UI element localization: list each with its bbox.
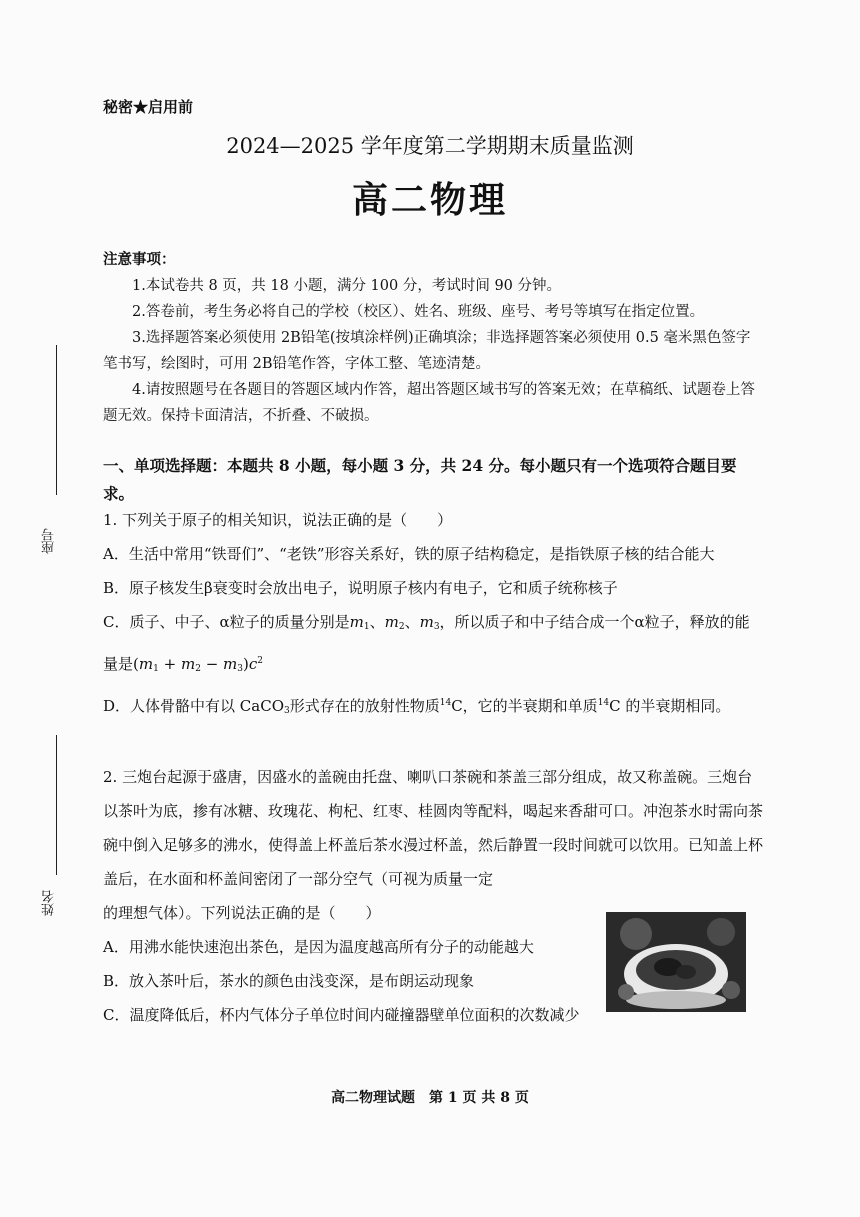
q2-stem-2: 的理想气体）。下列说法正确的是（ ） [103, 904, 381, 922]
notice-heading: 注意事项： [103, 251, 176, 268]
q1-option-b: B．原子核发生β衰变时会放出电子，说明原子核内有电子，它和质子统称核子 [103, 579, 618, 597]
section-title: 一、单项选择题：本题共 8 小题，每小题 3 分，共 24 分。每小题只有一个选项符合题目要求。 [103, 456, 737, 503]
subject-title: 高二物理 [351, 179, 508, 221]
margin-line-name [56, 735, 57, 875]
notice-item-3: 3.选择题答案必须使用 2B铅笔(按填涂样例)正确填涂；非选择题答案必须使用 0.5 毫米黑色签字笔书写，绘图时，可用 2B铅笔作答，字体工整、笔迹清楚。 [103, 330, 751, 372]
q2-option-a: A．用沸水能快速泡出茶色，是因为温度越高所有分子的动能越大 [103, 938, 534, 956]
secret-label: 秘密★启用前 [103, 98, 194, 116]
margin-line-seat [56, 345, 57, 495]
margin-name-label: 姓名 [42, 890, 57, 916]
q1-option-c-pre: C．质子、中子、α粒子的质量分别是 [103, 613, 350, 631]
notice-block [103, 247, 763, 429]
notice-item-1: 1.本试卷共 8 页，共 18 小题，满分 100 分，考试时间 90 分钟。 [132, 278, 562, 294]
question-1 [103, 503, 763, 728]
margin-seat-label: 座号 [42, 528, 57, 554]
notice-item-2: 2.答卷前，考生务必将自己的学校（校区）、姓名、班级、座号、考号等填写在指定位置。 [132, 304, 705, 320]
q2-option-b: B．放入茶叶后，茶水的颜色由浅变深，是布朗运动现象 [103, 972, 475, 990]
q1-option-a: A．生活中常用“铁哥们”、“老铁”形容关系好，铁的原子结构稳定，是指铁原子核的结合能大 [103, 545, 715, 563]
q2-stem-1: 2. 三炮台起源于盛唐，因盛水的盖碗由托盘、喇叭口茶碗和茶盖三部分组成，故又称盖碗。三炮台以茶叶为底，掺有冰糖、玫瑰花、枸杞、红枣、桂圆肉等配料，喝起来香甜可口。冲泡茶水时需向茶碗中倒入足够多的沸水，使得盖上杯盖后茶水漫过杯盖，然后静置一段时间就可以饮用。已知盖上杯盖后，在水面和杯盖间密闭了一部分空气（可视为质量一定 [103, 768, 764, 888]
q1-option-d: D．人体骨骼中有以 CaCO$_3$形式存在的放射性物质$^{14}$C，它的半衰期和单质$^{14}$C 的半衰期相同。 [103, 697, 731, 716]
exam-title: 2024—2025 学年度第二学期期末质量监测 [226, 134, 634, 158]
page-footer: 高二物理试题 第 1 页 共 8 页 [331, 1090, 529, 1106]
tea-bowl-image [606, 912, 746, 1012]
notice-item-4: 4.请按照题号在各题目的答题区域内作答，超出答题区域书写的答案无效；在草稿纸、试题卷上答题无效。保持卡面清洁，不折叠、不破损。 [103, 382, 755, 424]
q2-option-c: C．温度降低后，杯内气体分子单位时间内碰撞器壁单位面积的次数减少 [103, 1006, 580, 1024]
q1-option-c: C．质子、中子、α粒子的质量分别是$m_1$、$m_2$、$m_3$，所以质子和中子结合成一个α粒子，释放的能量是$(m_1 + m_2 - m_3)c^2$ [103, 613, 750, 674]
q1-option-c-mid: ，所以质子和中子结合成一个α粒子，释放的能量是 [103, 613, 750, 673]
q1-stem: 1. 下列关于原子的相关知识，说法正确的是（ ） [103, 511, 453, 529]
